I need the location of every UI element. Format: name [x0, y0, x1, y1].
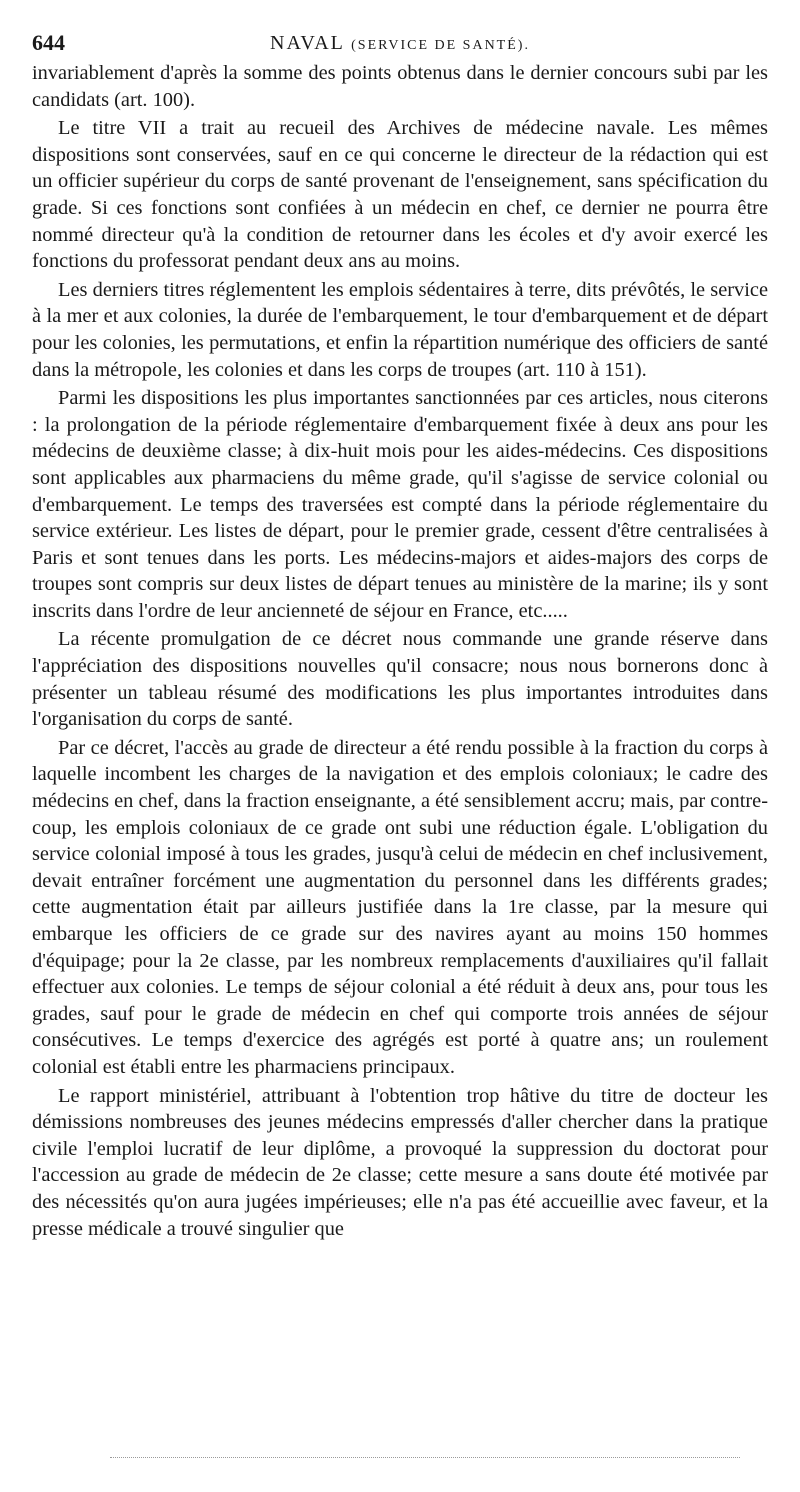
page-number: 644: [32, 30, 65, 55]
running-title-main: NAVAL: [270, 32, 345, 54]
paragraph-1: invariablement d'après la somme des points obtenus dans le dernier concours subi par les candidats (art. 100).: [32, 62, 768, 111]
running-title: [32, 32, 768, 55]
body-text: [32, 60, 768, 1242]
bottom-rule: [110, 1457, 740, 1458]
paragraph-6: Par ce décret, l'accès au grade de directeur a été rendu possible à la fraction du corps à laquelle incombent les charges de la navigation et des emplois coloniaux; le cadre des médecins en chef, dans la fraction enseignante, a été sensiblement accru; mais, par contre-coup, les emplois coloniaux de ce grade ont subi une réduction égale. L'obligation du service colonial imposé à tous les grades, jusqu'à celui de médecin en chef inclusivement, devait entraîner forcément une augmentation du personnel dans les différents grades; cette augmentation était par ailleurs justifiée dans la 1re classe, par la mesure qui embarque les officiers de ce grade sur des navires ayant au moins 150 hommes d'équipage; pour la 2e classe, par les nombreux remplacements d'auxiliaires qu'il fallait effectuer aux colonies. Le temps de séjour colonial a été réduit à deux ans, pour tous les grades, sauf pour le grade de médecin en chef qui comporte trois années de séjour consécutives. Le temps d'exercice des agrégés est porté à quatre ans; un roulement colonial est établi entre les pharmaciens principaux.: [32, 736, 769, 1078]
running-title-sub: (SERVICE DE SANTÉ).: [351, 38, 530, 53]
running-head: [32, 30, 768, 60]
paragraph-4: Parmi les dispositions les plus importantes sanctionnées par ces articles, nous citerons : la prolongation de la période réglementaire d'embarquement fixée à deux ans pour les médecins de deuxième classe; à dix-huit mois pour les aides-médecins. Ces dispositions sont applicables aux pharmaciens du même grade, qu'il s'agisse de service colonial ou d'embarquement. Le temps des traversées est compté dans la période réglementaire du service extérieur. Les listes de départ, pour le premier grade, cessent d'être centralisées à Paris et sont tenues dans les ports. Les médecins-majors et aides-majors des corps de troupes sont compris sur deux listes de départ tenues au ministère de la marine; ils y sont inscrits dans l'ordre de leur ancienneté de séjour en France, etc.....: [32, 387, 768, 622]
paragraph-3: Les derniers titres réglementent les emplois sédentaires à terre, dits prévôtés, le service à la mer et aux colonies, la durée de l'embarquement, le tour d'embarquement et de départ pour les colonies, les permutations, et enfin la répartition numérique des officiers de santé dans la métropole, les colonies et dans les corps de troupes (art. 110 à 151).: [32, 278, 768, 381]
paragraph-5: La récente promulgation de ce décret nous commande une grande réserve dans l'appréciation des dispositions nouvelles qu'il consacre; nous nous bornerons donc à présenter un tableau résumé des modifications les plus importantes introduites dans l'organisation du corps de santé.: [32, 628, 768, 731]
paragraph-2: Le titre VII a trait au recueil des Archives de médecine navale. Les mêmes dispositions sont conservées, sauf en ce qui concerne le directeur de la rédaction qui est un officier supérieur du corps de santé provenant de l'enseignement, sans spécification du grade. Si ces fonctions sont confiées à un médecin en chef, ce dernier ne pourra être nommé directeur qu'à la condition de retourner dans les écoles et d'y avoir exercé les fonctions du professorat pendant deux ans au moins.: [32, 117, 768, 273]
document-page: [32, 30, 768, 1242]
paragraph-7: Le rapport ministériel, attribuant à l'obtention trop hâtive du titre de docteur les démissions nombreuses des jeunes médecins empressés d'aller chercher dans la pratique civile l'emploi lucratif de leur diplôme, a provoqué la suppression du doctorat pour l'accession au grade de médecin de 2e classe; cette mesure a sans doute été motivée par des nécessités qu'on aura jugées impérieuses; elle n'a pas été accueillie avec faveur, et la presse médicale a trouvé singulier que: [32, 1084, 768, 1240]
